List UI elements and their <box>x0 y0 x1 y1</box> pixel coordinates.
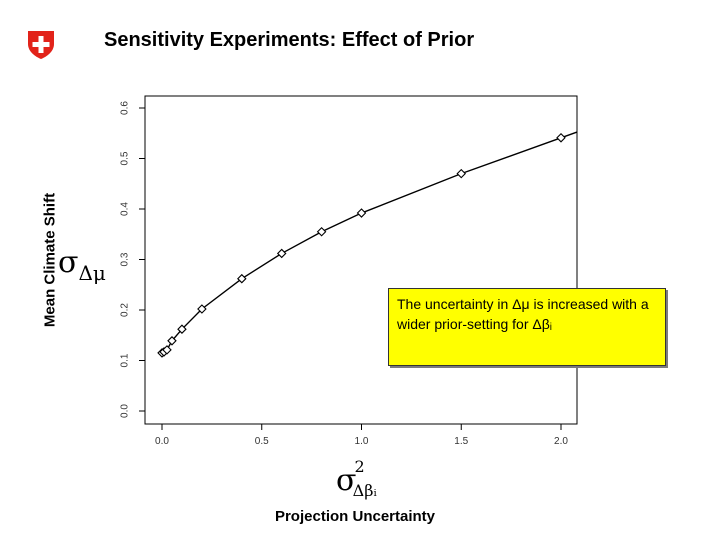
slide-title: Sensitivity Experiments: Effect of Prior <box>104 29 475 51</box>
y-tick-label: 0.4 <box>119 202 131 216</box>
y-tick-label: 0.6 <box>119 101 131 115</box>
x-axis-label: σ2 Δβᵢ <box>336 457 377 500</box>
y-tick-label: 0.5 <box>119 151 131 166</box>
data-point <box>278 249 286 257</box>
x-tick-label: 1.0 <box>354 436 369 447</box>
x-tick-label: 2.0 <box>554 436 568 447</box>
y-tick-label: 0.1 <box>119 353 131 368</box>
x-tick-label: 0.5 <box>254 436 269 447</box>
y-axis-label: $\sigma_{\Delta\mu}$ <box>58 245 106 285</box>
plot-frame <box>145 96 577 424</box>
data-point <box>457 170 465 178</box>
data-point <box>557 134 565 142</box>
y-tick-label: 0.3 <box>119 252 131 267</box>
annotation-note: The uncertainty in Δμ is increased with a wider prior-setting for Δβᵢ <box>388 288 666 366</box>
data-point <box>318 228 326 236</box>
x-tick-label: 1.5 <box>454 436 469 447</box>
y-tick-label: 0.2 <box>119 303 131 317</box>
x-tick-label: 0.0 <box>155 436 169 447</box>
projection-uncertainty-label: Projection Uncertainty <box>274 508 436 525</box>
data-point <box>358 209 366 217</box>
y-tick-label: 0.0 <box>119 404 131 418</box>
